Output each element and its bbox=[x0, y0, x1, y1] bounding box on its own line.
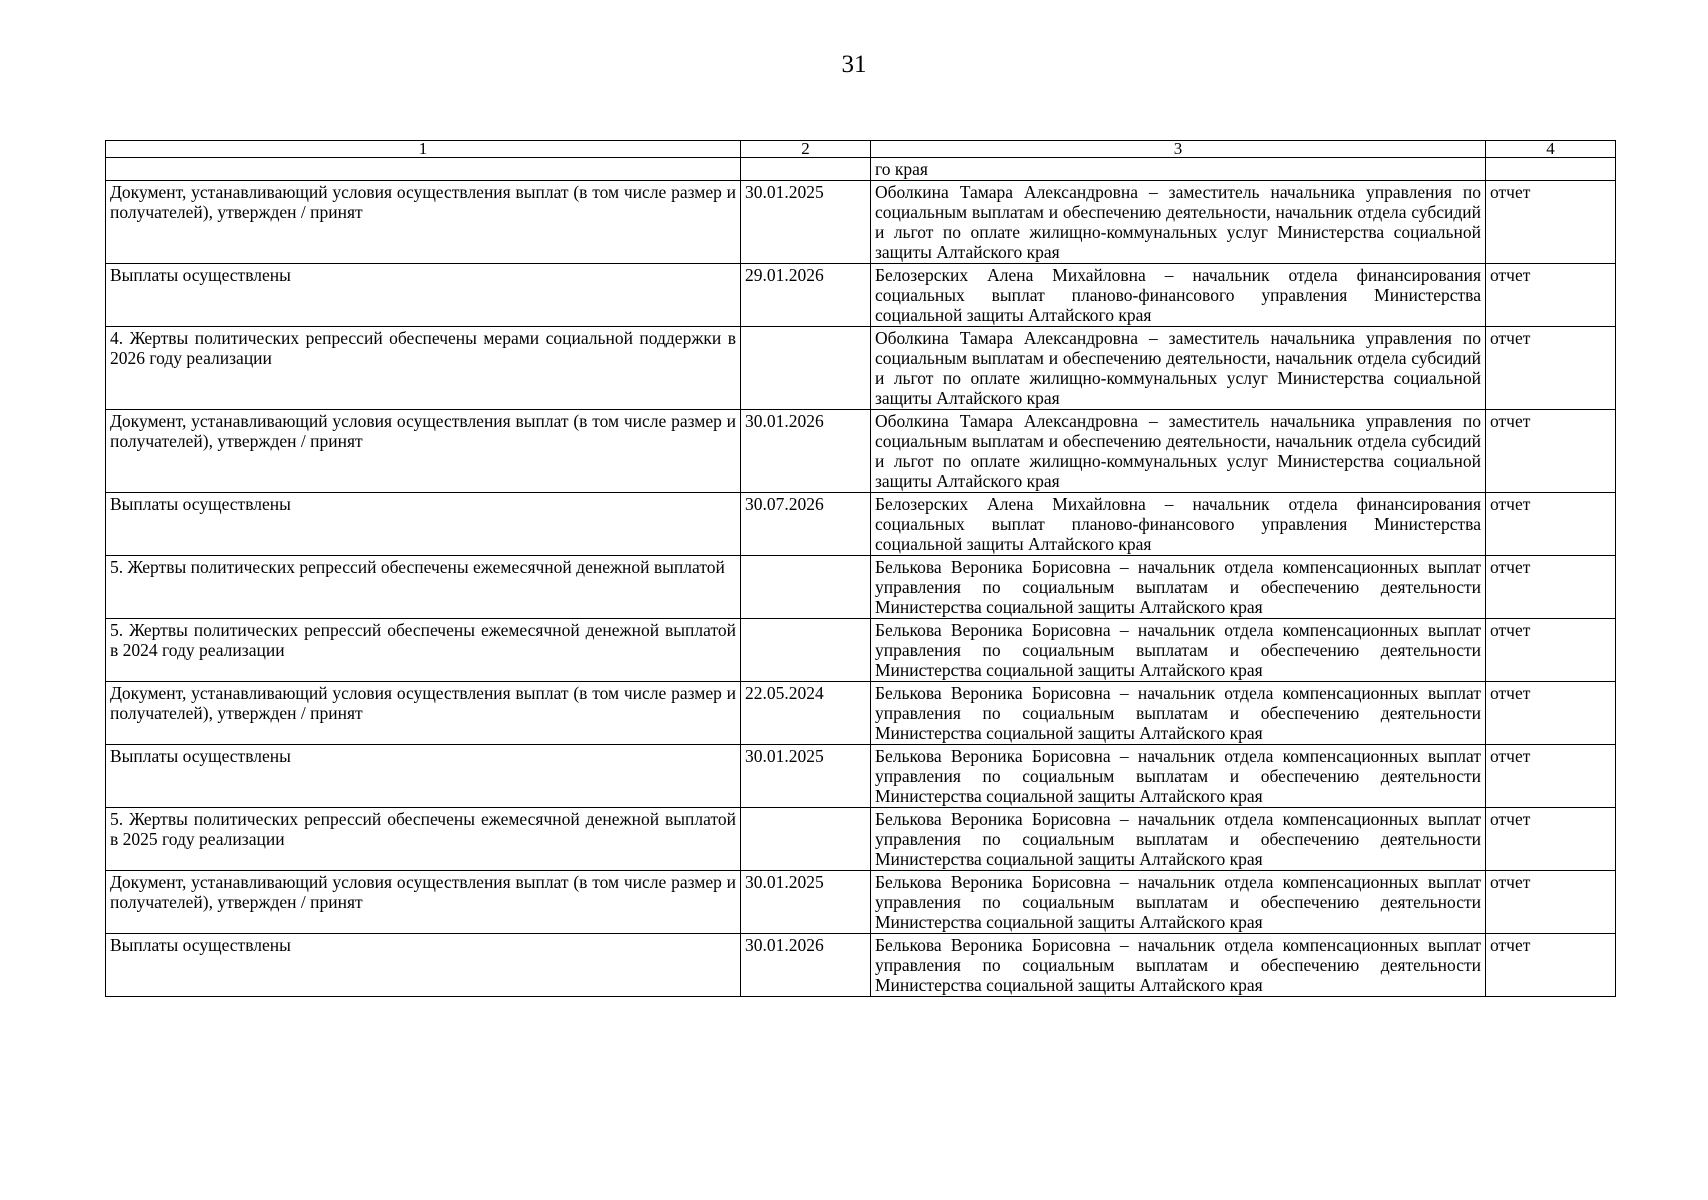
report-form-cell: отчет bbox=[1486, 181, 1616, 264]
column-header-3: 3 bbox=[871, 141, 1486, 158]
table-row bbox=[106, 327, 1616, 410]
responsible-cell: Оболкина Тамара Александровна – заместитель начальника управления по социальным выплатам и обеспечению деятельности, начальник отдела субсидий и льгот по оплате жилищно-коммунальных услуг Министерства социальной защиты Алтайского края bbox=[871, 410, 1486, 493]
report-form-cell: отчет bbox=[1486, 327, 1616, 410]
task-cell: Документ, устанавливающий условия осуществления выплат (в том числе размер и получателей), утвержден / принят bbox=[106, 410, 741, 493]
date-cell: 30.01.2025 bbox=[741, 181, 871, 264]
task-cell: 5. Жертвы политических репрессий обеспечены ежемесячной денежной выплатой в 2025 году реализации bbox=[106, 808, 741, 871]
table-row bbox=[106, 493, 1616, 556]
report-form-cell: отчет bbox=[1486, 493, 1616, 556]
report-form-cell: отчет bbox=[1486, 934, 1616, 997]
date-cell bbox=[741, 619, 871, 682]
task-cell: Документ, устанавливающий условия осуществления выплат (в том числе размер и получателей), утвержден / принят bbox=[106, 871, 741, 934]
task-cell bbox=[106, 158, 741, 181]
date-cell bbox=[741, 158, 871, 181]
date-cell bbox=[741, 327, 871, 410]
responsible-cell: Оболкина Тамара Александровна – заместитель начальника управления по социальным выплатам и обеспечению деятельности, начальник отдела субсидий и льгот по оплате жилищно-коммунальных услуг Министерства социальной защиты Алтайского края bbox=[871, 327, 1486, 410]
table-row bbox=[106, 619, 1616, 682]
task-cell: Выплаты осуществлены bbox=[106, 264, 741, 327]
control-points-table bbox=[105, 140, 1616, 997]
report-form-cell: отчет bbox=[1486, 808, 1616, 871]
page-number: 31 bbox=[841, 51, 867, 78]
date-cell: 30.07.2026 bbox=[741, 493, 871, 556]
task-cell: Выплаты осуществлены bbox=[106, 745, 741, 808]
report-form-cell: отчет bbox=[1486, 619, 1616, 682]
column-header-2: 2 bbox=[741, 141, 871, 158]
task-cell: 4. Жертвы политических репрессий обеспечены мерами социальной поддержки в 2026 году реализации bbox=[106, 327, 741, 410]
responsible-cell: Белькова Вероника Борисовна – начальник отдела компенсационных выплат управления по социальным выплатам и обеспечению деятельности Министерства социальной защиты Алтайского края bbox=[871, 808, 1486, 871]
date-cell bbox=[741, 808, 871, 871]
responsible-cell: Белозерских Алена Михайловна – начальник отдела финансирования социальных выплат планово-финансового управления Министерства социальной защиты Алтайского края bbox=[871, 264, 1486, 327]
table-row bbox=[106, 158, 1616, 181]
responsible-cell: Белькова Вероника Борисовна – начальник отдела компенсационных выплат управления по социальным выплатам и обеспечению деятельности Министерства социальной защиты Алтайского края bbox=[871, 871, 1486, 934]
column-header-4: 4 bbox=[1486, 141, 1616, 158]
responsible-cell: Белозерских Алена Михайловна – начальник отдела финансирования социальных выплат планово-финансового управления Министерства социальной защиты Алтайского края bbox=[871, 493, 1486, 556]
report-form-cell: отчет bbox=[1486, 410, 1616, 493]
task-cell: Выплаты осуществлены bbox=[106, 493, 741, 556]
date-cell: 29.01.2026 bbox=[741, 264, 871, 327]
table-row bbox=[106, 808, 1616, 871]
table-row bbox=[106, 264, 1616, 327]
task-cell: Документ, устанавливающий условия осуществления выплат (в том числе размер и получателей), утвержден / принят bbox=[106, 181, 741, 264]
table-row bbox=[106, 934, 1616, 997]
table-row bbox=[106, 181, 1616, 264]
report-form-cell: отчет bbox=[1486, 745, 1616, 808]
task-cell: 5. Жертвы политических репрессий обеспечены ежемесячной денежной выплатой в 2024 году реализации bbox=[106, 619, 741, 682]
report-form-cell: отчет bbox=[1486, 556, 1616, 619]
responsible-cell: Оболкина Тамара Александровна – заместитель начальника управления по социальным выплатам и обеспечению деятельности, начальник отдела субсидий и льгот по оплате жилищно-коммунальных услуг Министерства социальной защиты Алтайского края bbox=[871, 181, 1486, 264]
table-row bbox=[106, 745, 1616, 808]
responsible-cell: Белькова Вероника Борисовна – начальник отдела компенсационных выплат управления по социальным выплатам и обеспечению деятельности Министерства социальной защиты Алтайского края bbox=[871, 745, 1486, 808]
task-cell: Документ, устанавливающий условия осуществления выплат (в том числе размер и получателей), утвержден / принят bbox=[106, 682, 741, 745]
responsible-cell: Белькова Вероника Борисовна – начальник отдела компенсационных выплат управления по социальным выплатам и обеспечению деятельности Министерства социальной защиты Алтайского края bbox=[871, 556, 1486, 619]
date-cell: 30.01.2026 bbox=[741, 934, 871, 997]
table-row bbox=[106, 410, 1616, 493]
task-cell: Выплаты осуществлены bbox=[106, 934, 741, 997]
responsible-cell: Белькова Вероника Борисовна – начальник отдела компенсационных выплат управления по социальным выплатам и обеспечению деятельности Министерства социальной защиты Алтайского края bbox=[871, 682, 1486, 745]
table-row bbox=[106, 556, 1616, 619]
report-form-cell: отчет bbox=[1486, 682, 1616, 745]
table-body bbox=[106, 158, 1616, 997]
responsible-cell: Белькова Вероника Борисовна – начальник отдела компенсационных выплат управления по социальным выплатам и обеспечению деятельности Министерства социальной защиты Алтайского края bbox=[871, 934, 1486, 997]
report-form-cell bbox=[1486, 158, 1616, 181]
column-header-1: 1 bbox=[106, 141, 741, 158]
table-header-row bbox=[106, 141, 1616, 158]
report-form-cell: отчет bbox=[1486, 871, 1616, 934]
responsible-cell: го края bbox=[871, 158, 1486, 181]
date-cell bbox=[741, 556, 871, 619]
responsible-cell: Белькова Вероника Борисовна – начальник отдела компенсационных выплат управления по социальным выплатам и обеспечению деятельности Министерства социальной защиты Алтайского края bbox=[871, 619, 1486, 682]
date-cell: 22.05.2024 bbox=[741, 682, 871, 745]
table-row bbox=[106, 871, 1616, 934]
date-cell: 30.01.2026 bbox=[741, 410, 871, 493]
table-row bbox=[106, 682, 1616, 745]
date-cell: 30.01.2025 bbox=[741, 745, 871, 808]
date-cell: 30.01.2025 bbox=[741, 871, 871, 934]
task-cell: 5. Жертвы политических репрессий обеспечены ежемесячной денежной выплатой bbox=[106, 556, 741, 619]
report-form-cell: отчет bbox=[1486, 264, 1616, 327]
